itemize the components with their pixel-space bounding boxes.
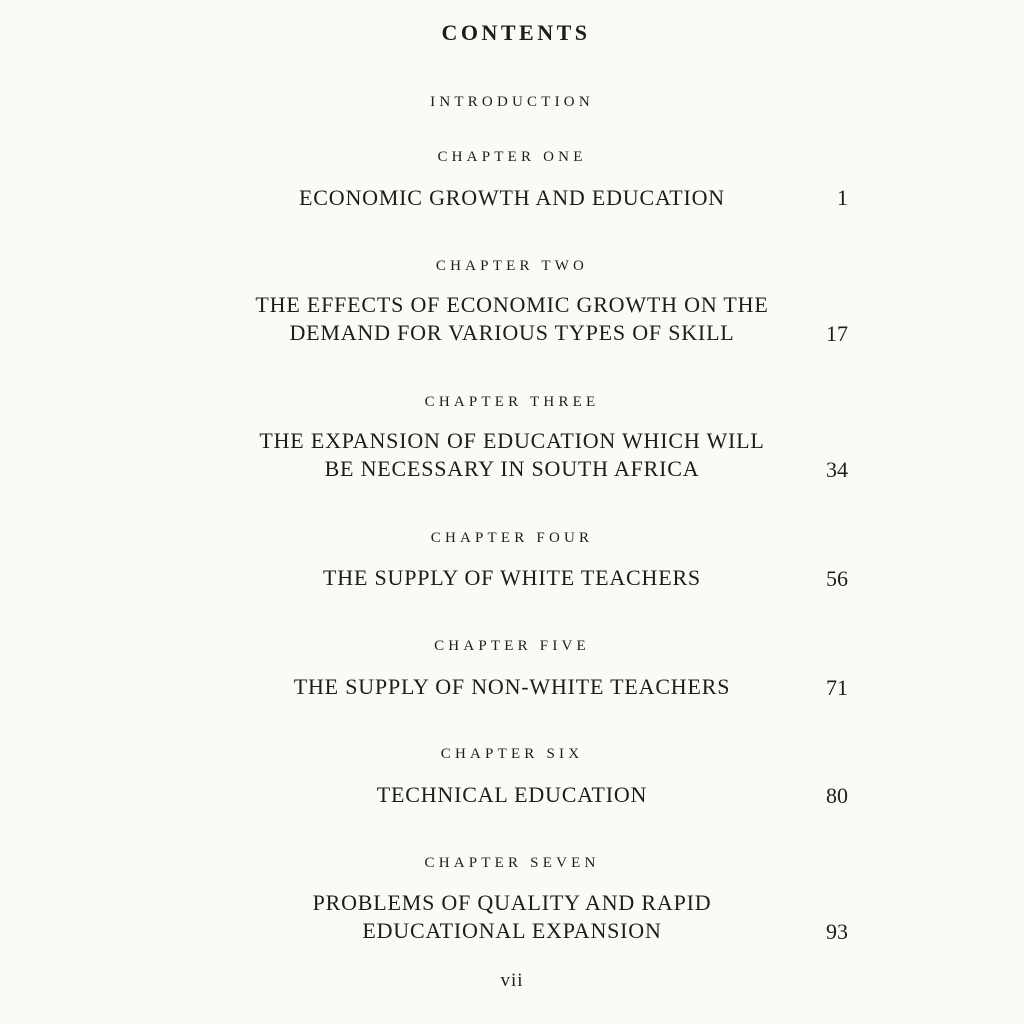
chapter-label: CHAPTER FIVE — [434, 638, 590, 654]
page-number: 56 — [826, 566, 848, 591]
page-number: 1 — [837, 185, 848, 210]
page-number: 80 — [826, 783, 848, 808]
chapter-title-line: BE NECESSARY IN SOUTH AFRICA — [324, 456, 700, 481]
chapter-title-line: THE EFFECTS OF ECONOMIC GROWTH ON THE — [255, 292, 769, 317]
chapter-title-line: ECONOMIC GROWTH AND EDUCATION — [299, 185, 725, 210]
chapter-title-line: THE SUPPLY OF NON-WHITE TEACHERS — [293, 674, 731, 699]
chapter-title-line: THE SUPPLY OF WHITE TEACHERS — [323, 565, 701, 590]
chapter-title-line: PROBLEMS OF QUALITY AND RAPID — [312, 890, 712, 915]
page-number: 34 — [826, 457, 848, 482]
chapter-label: CHAPTER ONE — [437, 149, 587, 165]
chapter-label: CHAPTER SIX — [440, 746, 584, 762]
chapter-title-line: DEMAND FOR VARIOUS TYPES OF SKILL — [289, 320, 735, 345]
contents-heading: CONTENTS — [441, 20, 591, 45]
page-number: 71 — [826, 675, 848, 700]
chapter-label: CHAPTER FOUR — [430, 530, 594, 546]
page-number: 93 — [826, 919, 848, 944]
chapter-label: CHAPTER SEVEN — [424, 855, 600, 871]
chapter-title-line: THE EXPANSION OF EDUCATION WHICH WILL — [259, 428, 765, 453]
chapter-title-line: TECHNICAL EDUCATION — [376, 782, 648, 807]
chapter-label: CHAPTER THREE — [424, 394, 600, 410]
page-number: 17 — [826, 321, 848, 346]
chapter-title-line: EDUCATIONAL EXPANSION — [362, 918, 662, 943]
introduction-label: INTRODUCTION — [430, 94, 594, 110]
folio-page-number: vii — [500, 970, 524, 991]
chapter-label: CHAPTER TWO — [435, 258, 589, 274]
